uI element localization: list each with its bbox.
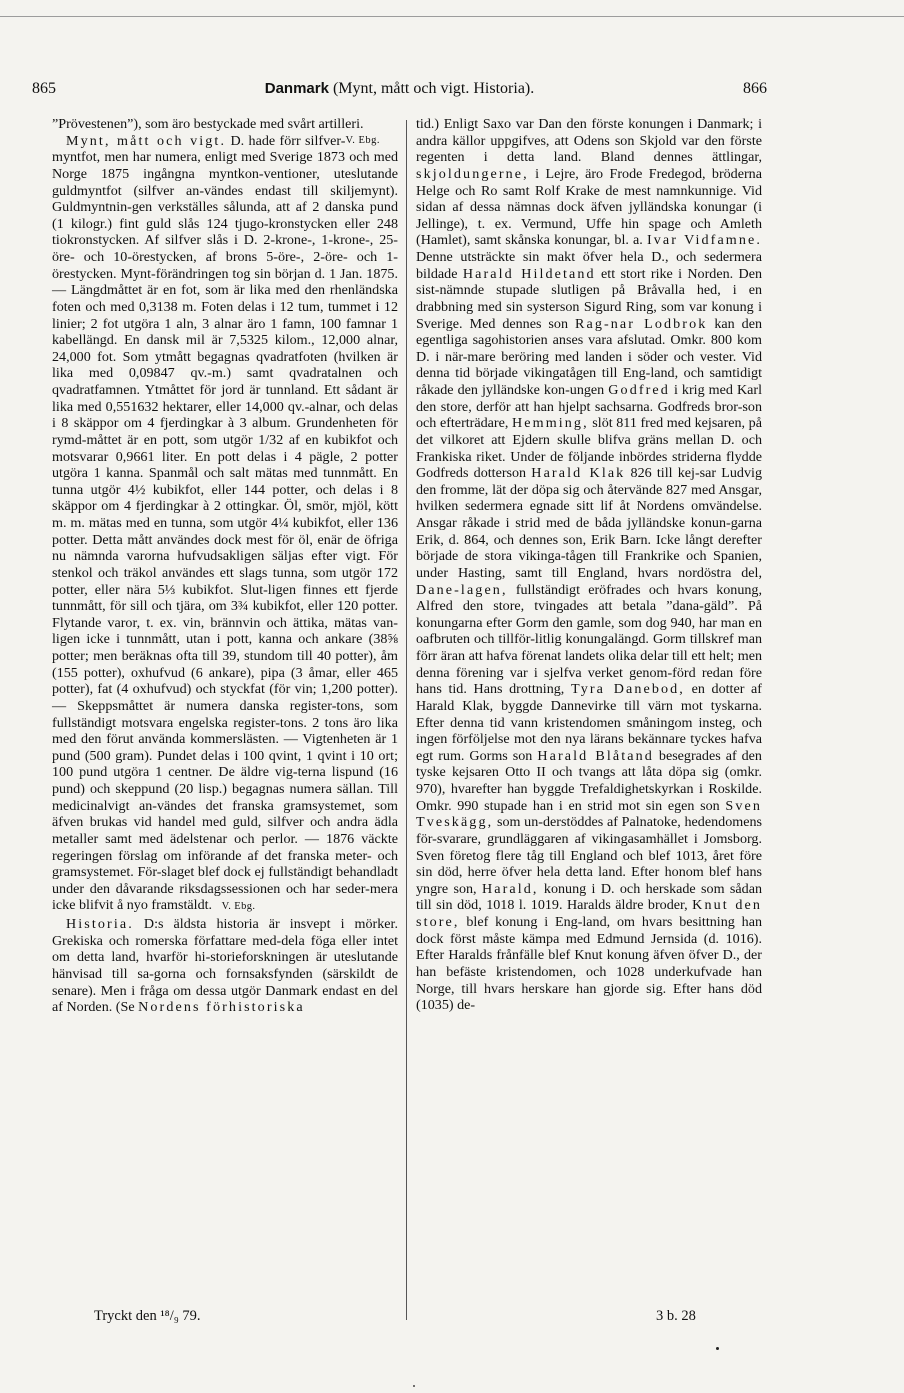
- spaced-name: Rag-nar Lodbrok: [574, 315, 708, 332]
- text-run: kan den egentliga sagohistorien anses vara afslutad. Omkr. 800 kom D. i när-mare beröring med landen i söder och vester. Vid denna tid började vikingatågen till Eng-land, och samtidigt råkade den jylländske kon-ungen: [416, 315, 763, 398]
- paragraph-mynt: [52, 133, 398, 916]
- text-run: fullständigt eröfrades och hvars konung, Alfred den store, tvingades att betala ”dana-gäld”. På konungarna efter Gorm den gamle, som dog 940, har man en oafbruten och tillför-litlig konungalängd. Gorm tillskref man förr äran att hafva förenat landets olika delar till ett helt; men denna förening var i sjelfva verket genom-förd redan före hans tid. Hans drottning,: [416, 581, 762, 698]
- running-title-rest: (Mynt, mått och vigt. Historia).: [332, 80, 535, 97]
- text-run: blef konung i Eng-land, om hvars besittning han dock först måste kämpa med Edmund Jernsida (d. 1016). Efter Haralds frånfälle blef Knut konung äfven öfver D., der han befäste kristendomen, och 1028 underkufvade han Norge, till hvars herskare han gjorde sig. Efter hans död (1035) de-: [416, 914, 762, 1014]
- text-run: besegrades af den tyske kejsaren Otto II och tvangs att låta döpa sig (omkr. 970), hvarefter han byggde Trefaldighetskyrkan i Roskilde. Omkr. 990 stupade han i en strid mot sin egen son: [416, 747, 762, 814]
- spaced-name: skjoldungerne,: [416, 165, 529, 182]
- paragraph-historia: [52, 916, 398, 1016]
- section-heading-mynt: Mynt, mått och vigt.: [66, 132, 227, 149]
- text-run: Denne utsträckte sin makt öfver hela D., och sedermera bildade: [416, 249, 762, 282]
- text-run: en dotter af Harald Klak, byggde Dannevirke till värn mot tyskarna. Efter denna tid vann kristendomen småningom insteg, och ingen förföljelse mot den nya lärans bekännare tyckes hafva egt rum. Gorms son: [416, 681, 762, 764]
- top-border-line: [0, 16, 904, 17]
- spaced-name: Harald Hildetand: [462, 265, 596, 282]
- page-number-right: 866: [743, 80, 767, 97]
- author-signature: V. Ebg.: [221, 901, 256, 913]
- cross-reference: Nordens förhistoriska: [138, 999, 305, 1016]
- author-signature: V. Ebg.: [345, 134, 380, 146]
- spaced-name: Harald,: [481, 880, 539, 897]
- spaced-name: Ivar Vidfamne.: [646, 232, 762, 249]
- left-column: [52, 116, 398, 1016]
- text-run: tid.) Enligt Saxo var Dan den förste konungen i Danmark; i andra källor uppgifves, att Odens son Skjold var den förste regenten i detta land. Bland dennes ättlingar,: [416, 116, 762, 166]
- paragraph-text: ”Prövestenen”), som äro bestyckade med svårt artilleri.: [52, 116, 364, 132]
- ink-speck: [413, 1385, 415, 1387]
- page-header: [32, 80, 767, 102]
- signature-mark: 3 b. 28: [656, 1308, 696, 1324]
- text-run: 826 till kej-sar Ludvig den fromme, lät der döpa sig och återvände 827 med Ansgar, hvilken sedermera egnade sitt lif åt Nordens omvändelse. Ansgar råkade i strid med de båda jylländske konun-garna Erik, d. 864, och dennes son, Erik Barn. Icke långt derefter började de stora vikinga-tågen till Frankrike och Spanien, under Hasting, samt till England, hvars nordöstra del,: [416, 465, 762, 581]
- spaced-name: Harald Blåtand: [537, 747, 654, 764]
- paragraph-text: D:s äldsta historia är insvept i mörker. Grekiska och romerska författare med-dela föga eller intet om detta land, hvarför hi-storieforskningen är uteslutande hänvisad till sa-gorna och fornsaksfynden (särskildt de senare). Men i fråga om dessa utgör Danmark endast en del af Norden. (Se: [52, 916, 398, 1016]
- printing-date: Tryckt den ¹⁸/₉ 79.: [94, 1308, 201, 1324]
- page-number-left: 865: [32, 80, 56, 97]
- spaced-name: Knut den store,: [416, 897, 762, 930]
- spaced-name: Godfred: [608, 382, 670, 398]
- spaced-name: Hemming,: [512, 415, 589, 432]
- section-heading-historia: Historia.: [66, 916, 134, 932]
- spaced-name: Dane-lagen,: [416, 581, 508, 598]
- paragraph-historia-continued: [416, 116, 762, 1014]
- text-run: som un-derstöddes af Palnatoke, hedendomens för-svarare, grundläggaren af vikingasamhället i Jomsborg. Sven företog flere tåg till England och blef 1013, året före sin död, herre öfver hela detta land. Efter honom blef hans yngre son,: [416, 814, 762, 897]
- spaced-name: Sven Tveskägg,: [416, 797, 763, 831]
- ink-speck: [716, 1347, 719, 1350]
- column-divider: [406, 120, 407, 1320]
- text-run: konung i D. och herskade som sådan till sin död, 1018 l. 1019. Haralds äldre broder,: [416, 880, 762, 914]
- text-run: i Lejre, äro Frode Fredegod, bröderna Helge och Ro samt Rolf Krake de mest namnkunnige. Vid sidan af dessa nämnas dock äfven jylländska konungar (i Jellinge), t. ex. Vermund, Uffe hin spage och Amleth (Hamlet), samt skånska konungar, bl. a.: [416, 165, 762, 249]
- running-title-bold: Danmark: [264, 80, 329, 97]
- spaced-name: Tyra Danebod,: [570, 681, 685, 698]
- running-title: [32, 80, 767, 98]
- spaced-name: Harald Klak: [531, 465, 626, 482]
- text-run: ett stort rike i Norden. Den sist-nämnde stupade slutligen på Bråvalla hed, i en drabbning med sin systerson Sigurd Ring, som var konung i Sverige. Med dennes son: [416, 265, 762, 332]
- right-column: [416, 116, 762, 1014]
- paragraph-text: D. hade förr silfver-myntfot, men har numera, enligt med Sverige 1873 och med Norge 1875 ingångna myntkon-ventioner, uteslutande guldmyntfot (silfver an-vändes endast till skiljemynt). Guldmyntnin-gen verkställes sålunda, att af 2 danska pund (1 kilogr.) fint guld slås 124 tjugo-kronstycken eller 248 tiokronstycken. Af silfver slås i D. 2-krone-, 1-krone-, 25-öre- och 10-örestycken, af brons 5-öre-, 2-öre- och 1-örestycken. Mynt-förändringen tog sin början d. 1 Jan. 1875. — Längdmåttet är en fot, som är lika med den rhenländska foten och med 0,3138 m. Foten delas i 12 tum, tummet i 12 linier; 2 fot utgöra 1 aln, 3 alnar äro 1 famn, 100 famnar 1 kabellängd. En dansk mil är 7,5325 kilom., 12,000 alnar, 24,000 fot. Som ytmått begagnas qvadratfoten (hvilken är lika med 0,09847 qv.-m.) samt qvadratalnen och qvadratfamnen. Ytmåttet för jord är tunnland. Ett sådant är lika med 0,551632 hektarer, eller 14,000 qv.-alnar, och delas i 8 skäppor om 4 fjerdingkar à 3 album. Grundenheten för rymd-måttet är en pott, som utgör 1/32 af en kubikfot och motsvarar 0,9661 liter. En pott delas i 4 pägle, 2 potter utgöra 1 kanna. Spanmål och salt mätas med tunnmått. En tunna utgör 4½ kubikfot, eller 144 potter, och delas i 8 skäppor om 4 fjerdingkar à 2 ottingkar. Öl, smör, mjöl, kött m. m. mätas med en tunna, som utgör 4¼ kubikfot, eller 136 potter. Detta mått användes dock mest för öl, enär de öfriga nu nämnda varorna hufvudsakligen säljas efter vigt. För stenkol och träkol användes ett slags tunna, som utgör 172 potter, eller nära 5⅓ kubikfot. Slut-ligen finnes ett fjerde tunnmått, för sill och tjära, om 3¾ kubikfot, eller 120 potter. Flytande varor, t. ex. vin, brännvin och ättika, mätas van-ligen icke i tunnmått, utan i pott, kanna och ankare (38⅝ potter; men beräknas ofta till 39, stundom till 40 potter), åm (155 potter), oxhufvud (6 ankare), pipa (3 åmar, eller 465 potter), fat (4 oxhufvud) och styckfat (för vin; 1,200 potter). — Skeppsmåttet är numera danska register-tons, som fullständigt motsvara engelska register-tons. 2 tons äro lika med den förut använda kommerslästen. — Vigtenheten är 1 pund (500 gram). Pundet delas i 100 qvint, 1 qvint i 10 ort; 100 pund utgöra 1 centner. De äldre vig-terna lispund (16 pund) och skeppund (20 lisp.) begagnas numera sällan. Till medicinalvigt an-vändes det franska gramsystemet, som äfven brukas vid handel med guld, silfver och andra ädla metaller samt med ädelstenar och perlor. — 1876 väckte regeringen förslag om införande af det franska meter- och gramsystemet. För-slaget blef dock ej fullständigt behandladt under den dåvarande riksdagssessionen och har seder-mera icke blifvit å nyo framstäldt.: [52, 132, 398, 914]
- text-run: slöt 811 fred med kejsaren, på det vilkoret att Ejdern skulle blifva gräns mellan D. och Frankiska riket. Under de följande inbördes striderna flydde Godfreds dotterson: [416, 415, 762, 482]
- text-run: i krig med Karl den store, derför att han hjelpt sachsarna. Godfreds bror-son och efterträdare,: [416, 382, 763, 432]
